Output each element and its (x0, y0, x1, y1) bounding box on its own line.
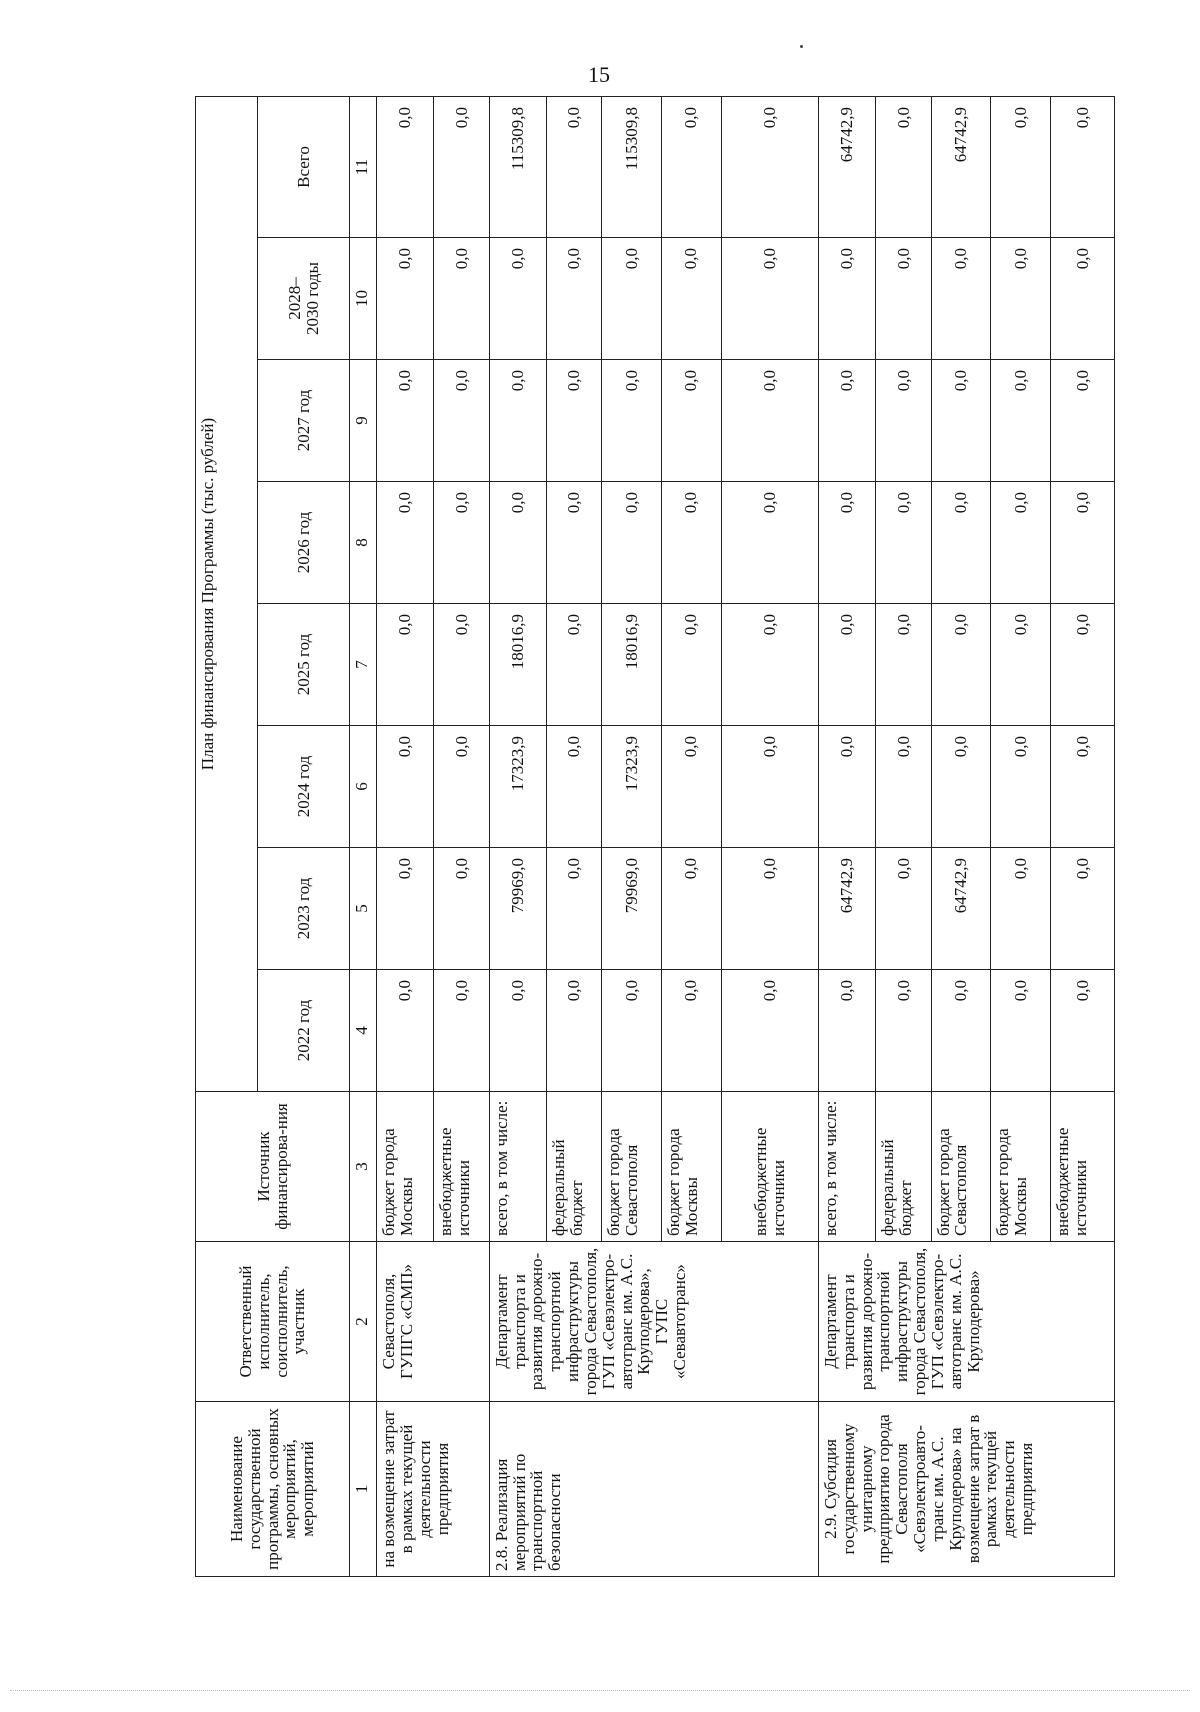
value-cell: 17323,9 (489, 726, 546, 848)
value-cell: 18016,9 (489, 604, 546, 726)
value-cell: 0,0 (931, 726, 991, 848)
value-cell: 0,0 (547, 238, 602, 360)
header-name: Наименование государственной программы, основных мероприятий, мероприятий (196, 1402, 350, 1577)
measure-name: на возмещение затрат в рамках текущей деятельности предприятия (377, 1402, 490, 1577)
funding-source: внебюджетные источники (1050, 1092, 1114, 1242)
value-cell: 0,0 (931, 604, 991, 726)
value-cell: 64742,9 (818, 848, 875, 970)
value-cell: 0,0 (377, 482, 434, 604)
value-cell: 0,0 (434, 360, 489, 482)
value-cell: 0,0 (721, 238, 818, 360)
value-cell: 0,0 (1050, 482, 1114, 604)
value-cell: 0,0 (377, 848, 434, 970)
value-cell: 0,0 (931, 970, 991, 1092)
header-plan-title: План финансирования Программы (тыс. рублей) (196, 97, 258, 1092)
col-number: 9 (350, 360, 377, 482)
header-year-2025: 2025 год (258, 604, 350, 726)
funding-source: федеральный бюджет (876, 1092, 931, 1242)
value-cell: 0,0 (721, 970, 818, 1092)
value-cell: 0,0 (931, 238, 991, 360)
value-cell: 0,0 (876, 726, 931, 848)
value-cell: 0,0 (1050, 238, 1114, 360)
value-cell: 64742,9 (931, 97, 991, 238)
value-cell: 0,0 (1050, 360, 1114, 482)
value-cell: 0,0 (818, 726, 875, 848)
value-cell: 64742,9 (818, 97, 875, 238)
value-cell: 0,0 (547, 848, 602, 970)
value-cell: 0,0 (1050, 604, 1114, 726)
table-row (489, 97, 546, 1577)
table-row (377, 97, 434, 1577)
value-cell: 115309,8 (489, 97, 546, 238)
value-cell: 0,0 (721, 848, 818, 970)
header-source: Источник финансирова-ния (196, 1092, 350, 1242)
header-year-2028-2030: 2028– 2030 годы (258, 238, 350, 360)
col-number: 3 (350, 1092, 377, 1242)
value-cell: 0,0 (721, 97, 818, 238)
value-cell: 0,0 (662, 97, 722, 238)
value-cell: 0,0 (662, 604, 722, 726)
measure-executor: Департамент транспорта и развития дорожно-транспортной инфраструктуры города Севастополя, ГУП «Севэлектро-автотранс им. А.С. Круподерова», ГУПС «Севавтотранс» (489, 1242, 818, 1402)
col-number: 5 (350, 848, 377, 970)
value-cell: 0,0 (602, 238, 662, 360)
col-number: 11 (350, 97, 377, 238)
value-cell: 0,0 (434, 848, 489, 970)
measure-name: 2.8. Реализация мероприятий по транспортной безопасности (489, 1402, 818, 1577)
value-cell: 0,0 (818, 970, 875, 1092)
value-cell: 64742,9 (931, 848, 991, 970)
table-row (818, 97, 875, 1577)
value-cell: 0,0 (721, 604, 818, 726)
col-number: 7 (350, 604, 377, 726)
funding-source: внебюджетные источники (721, 1092, 818, 1242)
funding-source: бюджет города Севастополя (602, 1092, 662, 1242)
value-cell: 0,0 (721, 482, 818, 604)
value-cell: 0,0 (991, 360, 1051, 482)
measure-executor: Департамент транспорта и развития дорожно-транспортной инфраструктуры города Севастополя, ГУП «Севэлектро-автотранс им. А.С. Круподерова» (818, 1242, 1114, 1402)
funding-source: внебюджетные источники (434, 1092, 489, 1242)
funding-source: всего, в том числе: (818, 1092, 875, 1242)
value-cell: 0,0 (377, 360, 434, 482)
page-number: 15 (588, 62, 610, 87)
measure-executor: Севастополя, ГУПГС «СМП» (377, 1242, 490, 1402)
value-cell: 0,0 (377, 604, 434, 726)
value-cell: 0,0 (991, 726, 1051, 848)
col-number: 8 (350, 482, 377, 604)
value-cell: 79969,0 (489, 848, 546, 970)
value-cell: 0,0 (876, 238, 931, 360)
value-cell: 0,0 (489, 360, 546, 482)
funding-source: бюджет города Москвы (991, 1092, 1051, 1242)
value-cell: 0,0 (662, 970, 722, 1092)
col-number: 2 (350, 1242, 377, 1402)
value-cell: 0,0 (434, 97, 489, 238)
col-number: 10 (350, 238, 377, 360)
header-year-2024: 2024 год (258, 726, 350, 848)
value-cell: 0,0 (818, 482, 875, 604)
value-cell: 0,0 (547, 604, 602, 726)
value-cell: 0,0 (931, 482, 991, 604)
value-cell: 0,0 (662, 726, 722, 848)
value-cell: 0,0 (931, 360, 991, 482)
value-cell: 0,0 (434, 970, 489, 1092)
col-number: 1 (350, 1402, 377, 1577)
value-cell: 0,0 (721, 360, 818, 482)
column-number-row (350, 97, 377, 1577)
header-year-2022: 2022 год (258, 970, 350, 1092)
value-cell: 79969,0 (602, 848, 662, 970)
bottom-scan-edge (10, 1690, 1190, 1692)
value-cell: 0,0 (434, 726, 489, 848)
value-cell: 0,0 (602, 360, 662, 482)
value-cell: 0,0 (991, 482, 1051, 604)
funding-source: бюджет города Севастополя (931, 1092, 991, 1242)
value-cell: 0,0 (547, 482, 602, 604)
funding-source: бюджет города Москвы (377, 1092, 434, 1242)
header-total: Всего (258, 97, 350, 238)
value-cell: 0,0 (547, 360, 602, 482)
value-cell: 0,0 (377, 970, 434, 1092)
value-cell: 0,0 (991, 97, 1051, 238)
value-cell: 0,0 (991, 238, 1051, 360)
value-cell: 0,0 (547, 970, 602, 1092)
value-cell: 0,0 (818, 360, 875, 482)
value-cell: 0,0 (1050, 970, 1114, 1092)
scan-speck (800, 45, 803, 48)
value-cell: 0,0 (876, 848, 931, 970)
value-cell: 0,0 (377, 726, 434, 848)
value-cell: 0,0 (721, 726, 818, 848)
value-cell: 0,0 (662, 848, 722, 970)
col-number: 6 (350, 726, 377, 848)
header-year-2023: 2023 год (258, 848, 350, 970)
value-cell: 0,0 (662, 238, 722, 360)
value-cell: 0,0 (1050, 726, 1114, 848)
value-cell: 0,0 (662, 482, 722, 604)
financing-table-wrapper (195, 97, 1115, 1577)
value-cell: 0,0 (489, 238, 546, 360)
col-number: 4 (350, 970, 377, 1092)
value-cell: 0,0 (991, 970, 1051, 1092)
value-cell: 0,0 (818, 238, 875, 360)
value-cell: 115309,8 (602, 97, 662, 238)
value-cell: 0,0 (1050, 848, 1114, 970)
value-cell: 0,0 (876, 970, 931, 1092)
value-cell: 0,0 (876, 482, 931, 604)
value-cell: 17323,9 (602, 726, 662, 848)
funding-source: всего, в том числе: (489, 1092, 546, 1242)
value-cell: 0,0 (434, 238, 489, 360)
funding-source: бюджет города Москвы (662, 1092, 722, 1242)
value-cell: 0,0 (377, 97, 434, 238)
value-cell: 18016,9 (602, 604, 662, 726)
value-cell: 0,0 (818, 604, 875, 726)
rotated-landscape-page (195, 97, 1115, 1577)
funding-source: федеральный бюджет (547, 1092, 602, 1242)
value-cell: 0,0 (602, 970, 662, 1092)
value-cell: 0,0 (377, 238, 434, 360)
financing-plan-table (195, 96, 1115, 1577)
value-cell: 0,0 (489, 482, 546, 604)
value-cell: 0,0 (991, 848, 1051, 970)
header-year-2026: 2026 год (258, 482, 350, 604)
value-cell: 0,0 (662, 360, 722, 482)
value-cell: 0,0 (876, 360, 931, 482)
value-cell: 0,0 (991, 604, 1051, 726)
measure-name: 2.9. Субсидия государственному унитарному предприятию города Севастополя «Севэлектроавто-транс им. А.С. Круподерова» на возмещение затрат в рамках текущей деятельности предприятия (818, 1402, 1114, 1577)
value-cell: 0,0 (547, 97, 602, 238)
value-cell: 0,0 (434, 482, 489, 604)
value-cell: 0,0 (547, 726, 602, 848)
value-cell: 0,0 (1050, 97, 1114, 238)
value-cell: 0,0 (489, 970, 546, 1092)
header-year-2027: 2027 год (258, 360, 350, 482)
value-cell: 0,0 (602, 482, 662, 604)
value-cell: 0,0 (876, 97, 931, 238)
value-cell: 0,0 (434, 604, 489, 726)
header-executor: Ответственный исполнитель, соисполнитель, участник (196, 1242, 350, 1402)
value-cell: 0,0 (876, 604, 931, 726)
